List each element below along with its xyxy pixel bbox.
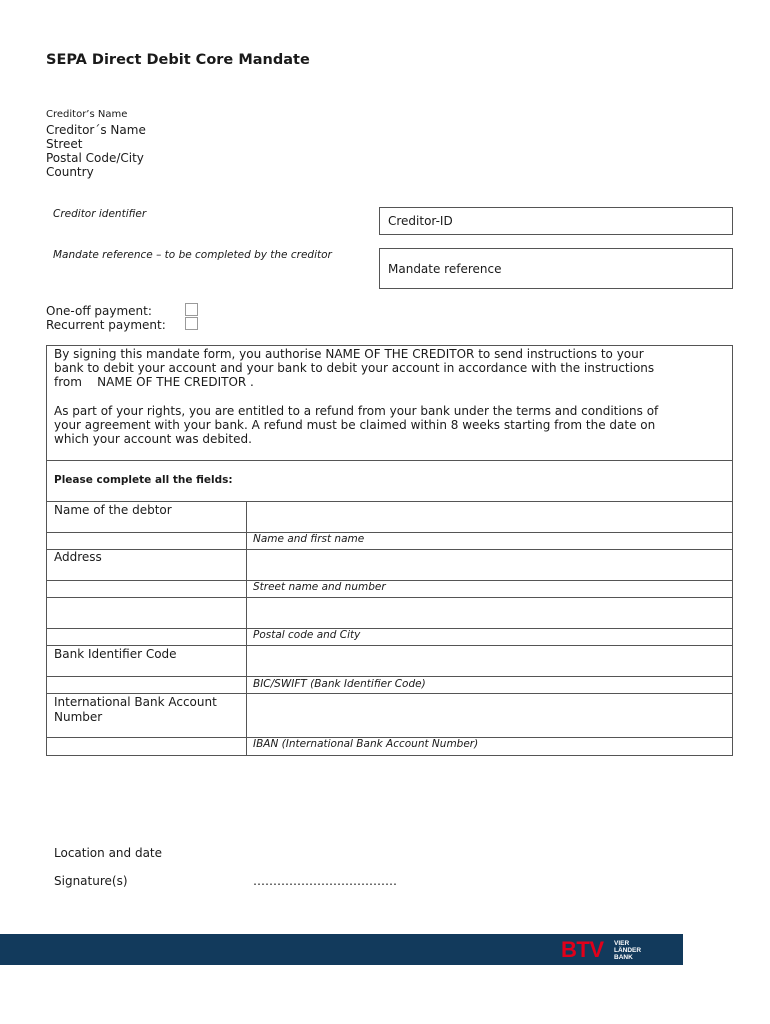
creditor-identifier-value: Creditor-ID (388, 214, 453, 228)
rights-line-2: your agreement with your bank. A refund must be claimed within 8 weeks starting from the date on (54, 418, 656, 432)
signature-label: Signature(s) (54, 874, 128, 888)
bic-hint: BIC/SWIFT (Bank Identifier Code) (253, 678, 426, 690)
recurrent-payment-checkbox[interactable] (185, 317, 198, 330)
one-off-payment-checkbox[interactable] (185, 303, 198, 316)
signature-line[interactable]: ……………………………… (253, 874, 397, 888)
creditor-street: Street (46, 137, 83, 151)
logo-subtext-line-2: LÄNDER (614, 947, 642, 954)
postal-city-input[interactable] (247, 598, 732, 628)
creditor-identifier-label: Creditor identifier (53, 208, 147, 220)
location-date-label: Location and date (54, 846, 163, 860)
footer-bar (0, 934, 683, 965)
debtor-name-hint: Name and first name (253, 533, 365, 545)
creditor-country: Country (46, 165, 94, 179)
divider (46, 580, 733, 581)
bic-label: Bank Identifier Code (54, 647, 177, 661)
divider (46, 628, 733, 629)
authorisation-line-3: from NAME OF THE CREDITOR . (54, 375, 254, 389)
iban-label-line-1: International Bank Account (54, 695, 217, 709)
rights-line-3: which your account was debited. (54, 432, 252, 446)
debtor-name-input[interactable] (247, 502, 732, 532)
street-hint: Street name and number (253, 581, 386, 593)
divider (46, 460, 733, 461)
postal-city-hint: Postal code and City (253, 629, 361, 641)
iban-hint: IBAN (International Bank Account Number) (253, 738, 479, 750)
mandate-reference-label: Mandate reference – to be completed by the creditor (53, 249, 332, 261)
creditor-postal-city: Postal Code/City (46, 151, 144, 165)
authorisation-line-2: bank to debit your account and your bank to debit your account in accordance with the instructions (54, 361, 655, 375)
divider (46, 532, 733, 533)
creditor-label: Creditor’s Name (46, 109, 128, 120)
debtor-name-label: Name of the debtor (54, 503, 172, 517)
rights-line-1: As part of your rights, you are entitled to a refund from your bank under the terms and conditions of (54, 404, 659, 418)
creditor-name: Creditor´s Name (46, 123, 146, 137)
street-input[interactable] (247, 550, 732, 580)
bic-input[interactable] (247, 646, 732, 676)
mandate-reference-value: Mandate reference (388, 262, 502, 276)
address-label: Address (54, 550, 102, 564)
logo-subtext-line-1: VIER (614, 940, 630, 947)
divider (46, 676, 733, 677)
one-off-payment-label: One-off payment: (46, 304, 152, 318)
iban-label-line-2: Number (54, 710, 103, 724)
recurrent-payment-label: Recurrent payment: (46, 318, 166, 332)
logo-subtext (614, 940, 641, 961)
fields-heading: Please complete all the fields: (54, 474, 233, 486)
logo-subtext-line-3: BANK (614, 954, 633, 961)
mandate-reference-box[interactable] (379, 248, 733, 289)
page-title: SEPA Direct Debit Core Mandate (46, 52, 310, 68)
btv-logo: BTV (561, 937, 604, 962)
authorisation-line-1: By signing this mandate form, you authorise NAME OF THE CREDITOR to send instructions to your (54, 347, 644, 361)
creditor-identifier-box[interactable] (379, 207, 733, 235)
iban-input[interactable] (247, 694, 732, 737)
